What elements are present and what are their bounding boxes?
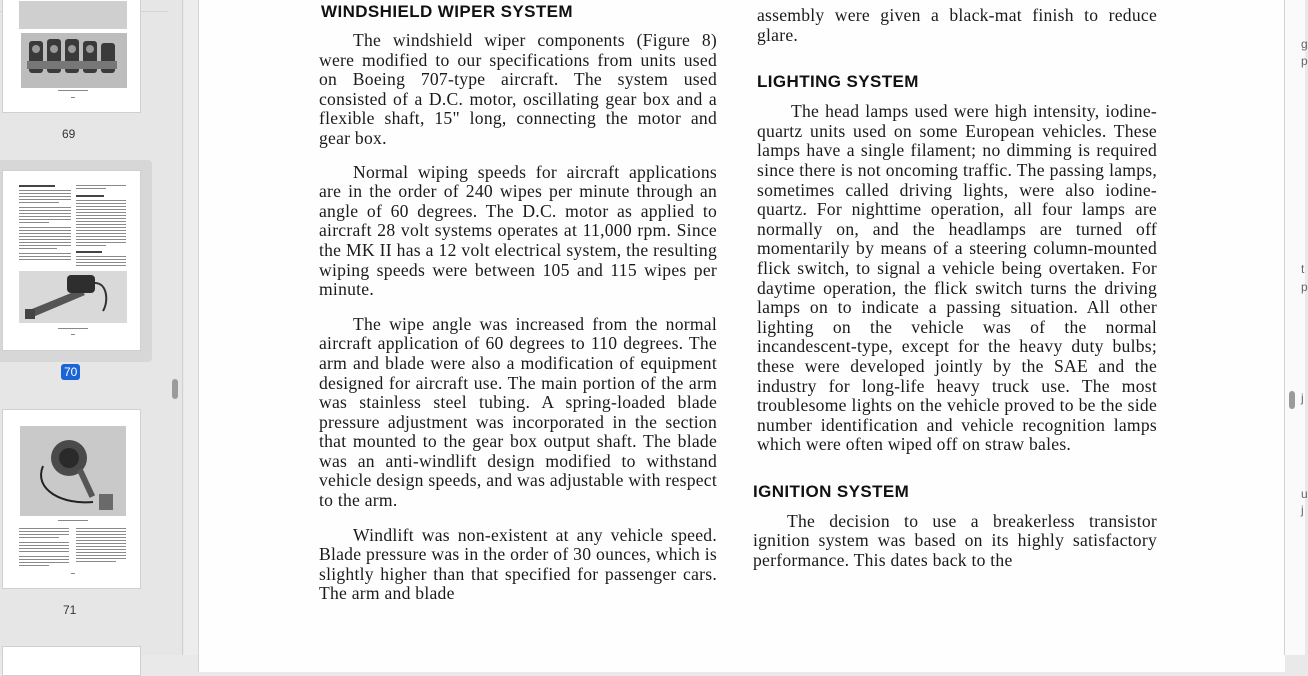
adjacent-page-edge <box>1284 0 1308 655</box>
page-thumbnail-70[interactable] <box>2 170 141 351</box>
edge-fragment: j <box>1301 391 1304 405</box>
left-column <box>319 2 717 604</box>
ignition-system-heading: IGNITION SYSTEM <box>753 481 910 501</box>
edge-fragment: t <box>1301 262 1305 276</box>
assembly-continued-text: assembly were given a black-mat finish to reduce glare. <box>757 5 1157 45</box>
edge-fragment: u <box>1301 487 1308 501</box>
page-thumbnail-72[interactable] <box>2 646 141 676</box>
lighting-system-heading: LIGHTING SYSTEM <box>757 72 919 92</box>
sidebar-scrollbar[interactable] <box>172 379 178 399</box>
viewer-scrollbar[interactable] <box>1289 391 1295 409</box>
page-thumbnail-71[interactable] <box>2 409 141 589</box>
wiper-paragraph-4: Windlift was non-existent at any vehicle speed. Blade pressure was in the order of 30 ounces, which is slightly higher than that specified for passenger cars. The arm and blade <box>319 524 717 604</box>
wiper-paragraph-3: The wipe angle was increased from the normal aircraft application of 60 degrees to 110 degrees. The arm and blade were also a modification of equipment designed for aircraft use. The main portion of the arm was stainless steel tubing. A spring-loaded blade pressure adjustment was incorporated in the section that mounted to the gear box output shaft. The blade was an anti-windlift design modified to withstand vehicle design speeds, and was adjustable with respect to the arm. <box>319 313 717 511</box>
page-69-image <box>3 0 142 114</box>
page-thumbnail-69[interactable] <box>2 0 141 113</box>
page-label-71[interactable]: 71 <box>63 603 77 617</box>
page-label-70[interactable]: 70 <box>61 364 80 380</box>
page-70-image <box>3 171 142 352</box>
wiper-paragraph-2: Normal wiping speeds for aircraft applications are in the order of 240 wipes per minute through an angle of 60 degrees. The D.C. motor as applied to aircraft 28 volt systems operates at 11,000 rpm. Since the MK II has a 12 volt electrical system, the resulting wiping speeds were between 105 and 115 wipes per minute. <box>319 161 717 300</box>
document-viewer <box>184 0 1284 655</box>
page-label-69[interactable]: 69 <box>62 127 76 141</box>
lighting-paragraph: The head lamps used were high intensity, iodine-quartz units used on some European vehicles. These lamps have a single filament; no dimming is required since there is not oncoming traffic. The passing lamps, sometimes called driving lights, were also iodine-quartz. For nighttime operation, all four lamps are normally on, and the headlamps are turned off momentarily by means of a steering column-mounted flick switch, to signal a vehicle being overtaken. For daytime operation, the flick switch turns the driving lamps on to indicate a passing situation. All other lighting on the vehicle was of the normal incandescent-type, except for the heavy duty bulbs; these were developed jointly by the SAE and the industry for long-life heavy truck use. The most troublesome lights on the vehicle proved to be the side number identification and vehicle recognition lamps which were often wiped off on straw bales. <box>757 101 1157 455</box>
windshield-wiper-heading: WINDSHIELD WIPER SYSTEM <box>321 2 573 21</box>
edge-fragment: p <box>1301 280 1308 294</box>
edge-fragment: j <box>1301 503 1304 517</box>
thumbnail-sidebar <box>0 0 183 655</box>
ignition-paragraph: The decision to use a breakerless transistor ignition system was based on its highly satisfactory performance. This dates back to the <box>753 510 1157 571</box>
right-column <box>753 5 1157 571</box>
document-page <box>198 0 1285 672</box>
edge-fragment: p <box>1301 54 1308 68</box>
wiper-paragraph-1: The windshield wiper components (Figure 8) were modified to our specifications from units used on Boeing 707-type aircraft. The system used consisted of a D.C. motor, oscillating gear box and a flexible shaft, 15" long, connecting the motor and gear box. <box>319 30 717 148</box>
page-71-image <box>3 410 142 590</box>
edge-fragment: g <box>1301 37 1308 51</box>
